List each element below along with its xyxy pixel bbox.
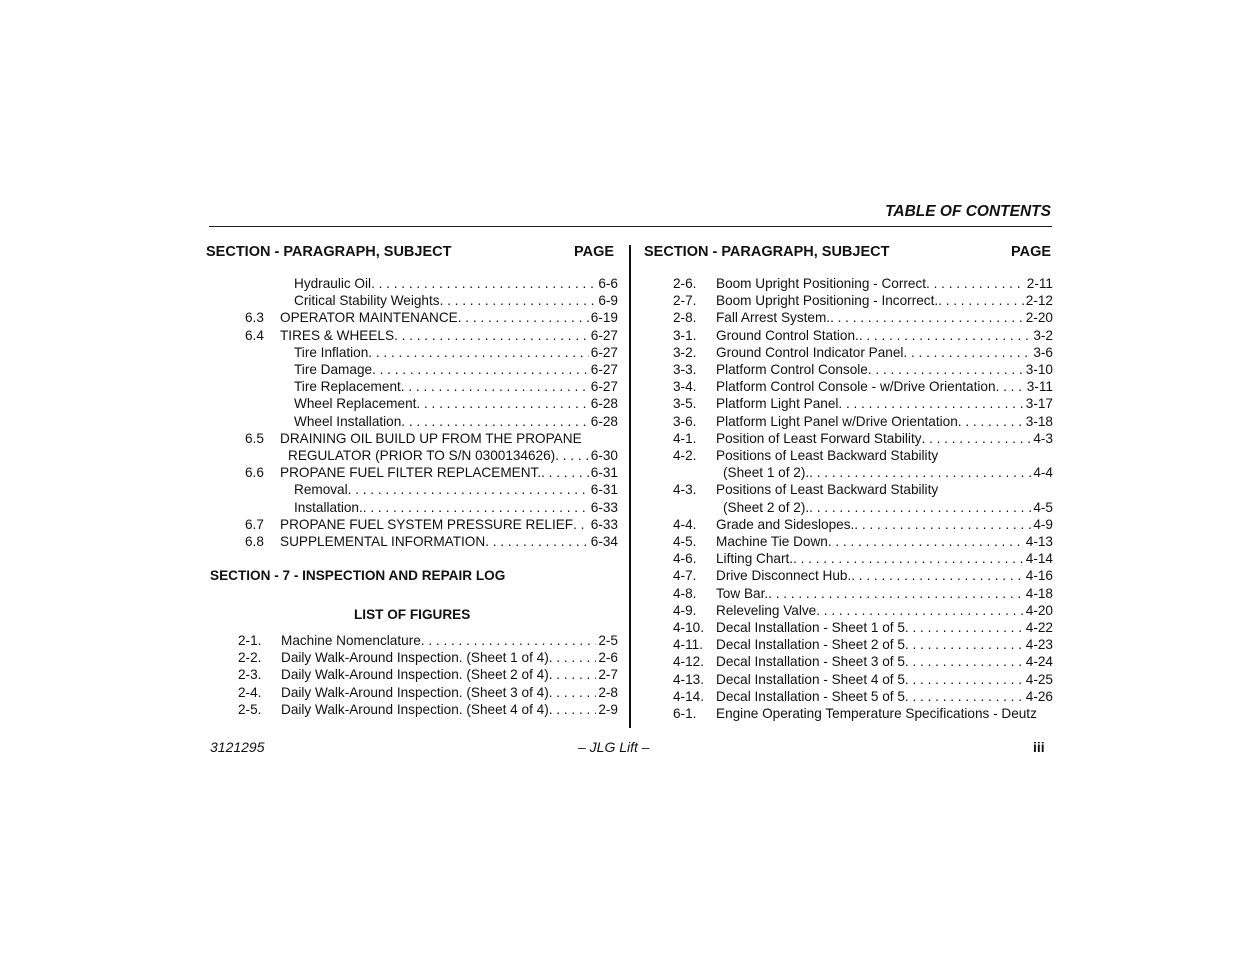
toc-row-title: Critical Stability Weights	[294, 293, 440, 309]
toc-row-title: Position of Least Forward Stability	[716, 430, 922, 446]
toc-row-number: 3-4.	[673, 379, 697, 395]
toc-row	[238, 633, 618, 650]
toc-row-number: 2-5.	[238, 701, 262, 717]
toc-row-number: 4-8.	[673, 585, 697, 601]
toc-row-leader-dots	[371, 276, 596, 291]
toc-row	[294, 293, 618, 310]
toc-row-title: Daily Walk-Around Inspection. (Sheet 4 of 4)	[281, 701, 549, 717]
toc-row-title: DRAINING OIL BUILD UP FROM THE PROPANE	[280, 430, 582, 446]
toc-row-page: 4-13	[1025, 534, 1053, 549]
toc-row-title: Decal Installation - Sheet 3 of 5	[716, 654, 905, 670]
toc-row-page: 3-2	[1033, 327, 1053, 343]
toc-row-leader-dots	[926, 276, 1025, 291]
toc-row-page: 4-22	[1025, 620, 1053, 635]
toc-row-number: 3-3.	[673, 362, 697, 377]
toc-row-title: Machine Nomenclature	[281, 633, 421, 648]
toc-row-number: 4-3.	[673, 482, 697, 498]
toc-row-page: 2-5	[598, 633, 618, 648]
toc-row-leader-dots	[809, 500, 1031, 515]
toc-row-page: 4-3	[1033, 430, 1053, 446]
toc-row-leader-dots	[905, 689, 1024, 704]
toc-row	[673, 706, 1053, 723]
toc-row-number: 4-14.	[673, 688, 704, 704]
toc-row-title: Platform Control Console	[716, 362, 868, 377]
toc-row-number: 4-4.	[673, 516, 697, 532]
toc-row-number: 4-5.	[673, 534, 697, 549]
toc-row-leader-dots	[905, 654, 1024, 669]
toc-row	[673, 328, 1053, 345]
section7-heading: SECTION - 7 - INSPECTION AND REPAIR LOG	[210, 568, 506, 583]
toc-row	[673, 379, 1053, 396]
toc-row-page: 6-27	[590, 362, 618, 377]
right-col-head-section: SECTION - PARAGRAPH, SUBJECT	[644, 244, 890, 260]
toc-row-title: Grade and Sideslopes.	[716, 516, 855, 532]
toc-row-number: 3-6.	[673, 413, 697, 429]
toc-row	[673, 551, 1053, 568]
toc-row-page: 6-28	[590, 396, 618, 412]
toc-row-leader-dots	[851, 568, 1024, 583]
page-header-title: TABLE OF CONTENTS	[885, 203, 1051, 220]
toc-row-leader-dots	[809, 465, 1031, 480]
toc-row-page: 4-25	[1025, 671, 1053, 687]
toc-row-leader-dots	[573, 517, 589, 532]
toc-row-page: 4-23	[1025, 637, 1053, 653]
toc-row-title: Daily Walk-Around Inspection. (Sheet 2 of 4)	[281, 667, 549, 683]
toc-row-page: 2-9	[598, 701, 618, 717]
toc-row-title: Drive Disconnect Hub.	[716, 568, 852, 584]
toc-row-leader-dots	[905, 620, 1024, 635]
toc-row-page: 2-20	[1025, 310, 1053, 326]
toc-row-page: 3-11	[1026, 379, 1053, 395]
toc-row-leader-dots	[905, 672, 1024, 687]
toc-row-number: 2-4.	[238, 684, 262, 700]
toc-row-title: Decal Installation - Sheet 1 of 5	[716, 620, 905, 635]
toc-row	[294, 276, 618, 293]
toc-row-title: Decal Installation - Sheet 2 of 5	[716, 637, 905, 653]
toc-row-leader-dots	[905, 637, 1024, 652]
toc-row-number: 2-1.	[238, 633, 262, 648]
toc-row-title: Installation.	[294, 499, 363, 515]
toc-row-title: Ground Control Indicator Panel	[716, 344, 904, 360]
toc-row-title: Fall Arrest System.	[716, 310, 831, 326]
toc-row	[294, 362, 618, 379]
toc-row	[673, 689, 1053, 706]
toc-row-page: 3-18	[1025, 413, 1053, 429]
toc-row-title: (Sheet 2 of 2).	[723, 499, 810, 515]
toc-row-page: 3-17	[1025, 396, 1053, 412]
toc-row	[673, 603, 1053, 620]
toc-row-leader-dots	[485, 534, 589, 549]
toc-row-page: 6-30	[590, 448, 618, 463]
toc-row	[294, 345, 618, 362]
toc-row-leader-dots	[549, 650, 597, 665]
toc-row-title: TIRES & WHEELS	[280, 327, 395, 343]
toc-row-number: 2-2.	[238, 650, 262, 666]
toc-row-number: 4-7.	[673, 568, 697, 584]
toc-row-page: 3-6	[1033, 344, 1053, 360]
toc-row	[673, 534, 1053, 551]
toc-row	[294, 482, 618, 499]
list-of-figures-heading: LIST OF FIGURES	[354, 607, 471, 622]
toc-row-leader-dots	[363, 500, 589, 515]
toc-row-leader-dots	[854, 517, 1031, 532]
toc-row	[673, 396, 1053, 413]
toc-row	[723, 500, 1053, 517]
toc-row	[673, 517, 1053, 534]
toc-row-leader-dots	[958, 414, 1024, 429]
toc-row-page: 2-12	[1025, 293, 1053, 309]
toc-row-title: OPERATOR MAINTENANCE	[280, 310, 458, 326]
toc-row-title: Positions of Least Backward Stability	[716, 448, 939, 463]
toc-row-title: Engine Operating Temperature Specifications - Deutz	[716, 706, 1037, 721]
toc-row	[245, 310, 618, 327]
toc-row-title: Decal Installation - Sheet 5 of 5	[716, 688, 905, 704]
toc-row-leader-dots	[922, 431, 1032, 446]
toc-row	[294, 414, 618, 431]
toc-row-leader-dots	[394, 328, 589, 343]
toc-row-page: 2-8	[598, 684, 618, 700]
toc-row	[673, 568, 1053, 585]
toc-row-title: Tow Bar.	[716, 585, 769, 601]
toc-row-leader-dots	[401, 414, 588, 429]
toc-row	[673, 431, 1053, 448]
toc-row-number: 2-8.	[673, 310, 697, 326]
toc-row-leader-dots	[549, 702, 597, 717]
toc-row-page: 6-31	[590, 482, 618, 498]
toc-row	[673, 620, 1053, 637]
toc-row-page: 6-9	[598, 293, 618, 309]
toc-row-page: 6-27	[590, 344, 618, 360]
toc-row-title: Positions of Least Backward Stability	[716, 482, 939, 498]
toc-row-title: Platform Light Panel	[716, 396, 839, 412]
footer-center: – JLG Lift –	[578, 739, 650, 755]
toc-row-page: 4-24	[1025, 654, 1053, 670]
footer-doc-number: 3121295	[210, 739, 265, 755]
toc-row-number: 6.8	[245, 534, 264, 549]
toc-row-leader-dots	[938, 293, 1024, 308]
toc-row-page: 4-4	[1033, 465, 1053, 481]
right-col-head-page: PAGE	[1011, 244, 1052, 260]
toc-row-leader-dots	[401, 379, 589, 394]
toc-row-number: 2-7.	[673, 293, 697, 309]
toc-row-title: Wheel Installation	[294, 413, 402, 429]
toc-row-title: PROPANE FUEL SYSTEM PRESSURE RELIEF	[280, 516, 574, 532]
toc-row-title: Platform Light Panel w/Drive Orientation	[716, 413, 958, 429]
toc-row-leader-dots	[816, 603, 1024, 618]
toc-row-leader-dots	[549, 667, 597, 682]
toc-row-leader-dots	[768, 586, 1024, 601]
toc-row-page: 4-14	[1025, 551, 1053, 567]
toc-row-page: 4-20	[1025, 602, 1053, 618]
toc-row-number: 2-6.	[673, 276, 697, 291]
toc-row-title: Boom Upright Positioning - Incorrect.	[716, 293, 939, 309]
toc-row-title: Removal	[294, 482, 348, 498]
toc-row	[294, 396, 618, 413]
toc-row-page: 2-7	[598, 667, 618, 683]
toc-row	[673, 276, 1053, 293]
toc-row-title: Decal Installation - Sheet 4 of 5	[716, 671, 905, 687]
toc-row-number: 3-5.	[673, 396, 697, 412]
toc-row	[723, 465, 1053, 482]
toc-row-page: 4-26	[1025, 688, 1053, 704]
toc-row-leader-dots	[372, 362, 589, 377]
toc-row-leader-dots	[421, 633, 597, 648]
toc-row-page: 6-27	[590, 327, 618, 343]
toc-row-title: Hydraulic Oil	[294, 276, 372, 291]
toc-row-page: 4-9	[1033, 516, 1053, 532]
toc-row	[238, 702, 618, 719]
toc-row-page: 2-6	[598, 650, 618, 666]
toc-row	[294, 500, 618, 517]
toc-row-title: Machine Tie Down	[716, 534, 828, 549]
toc-row-number: 4-2.	[673, 448, 697, 463]
toc-row-leader-dots	[416, 396, 588, 411]
toc-row	[673, 586, 1053, 603]
toc-row-page: 4-5	[1033, 499, 1053, 515]
toc-row-number: 6.5	[245, 430, 264, 446]
toc-row	[673, 414, 1053, 431]
toc-row-title: Tire Inflation	[294, 344, 369, 360]
toc-row-leader-dots	[458, 310, 589, 325]
toc-row-number: 4-9.	[673, 602, 697, 618]
toc-row	[294, 379, 618, 396]
toc-row	[673, 345, 1053, 362]
toc-row-title: (Sheet 1 of 2).	[723, 465, 810, 481]
toc-row-leader-dots	[996, 379, 1025, 394]
header-rule	[209, 226, 1052, 227]
toc-row-leader-dots	[555, 448, 589, 463]
toc-row-leader-dots	[830, 310, 1024, 325]
toc-row	[673, 482, 1053, 499]
toc-row-title: Lifting Chart.	[716, 551, 794, 567]
toc-row-leader-dots	[838, 396, 1023, 411]
toc-row	[288, 448, 618, 465]
toc-row-leader-dots	[903, 345, 1031, 360]
toc-row-number: 6.7	[245, 516, 264, 532]
toc-row-title: SUPPLEMENTAL INFORMATION	[280, 534, 486, 549]
toc-row-number: 4-11.	[673, 637, 703, 653]
toc-row	[245, 517, 618, 534]
toc-row-leader-dots	[859, 328, 1032, 343]
toc-row-title: Tire Damage	[294, 362, 373, 377]
toc-row-number: 3-1.	[673, 327, 697, 343]
toc-row-title: Platform Control Console - w/Drive Orientation	[716, 379, 996, 395]
toc-row-number: 4-12.	[673, 654, 704, 670]
footer-page-number: iii	[1033, 739, 1045, 755]
toc-row	[245, 534, 618, 551]
toc-row-page: 2-11	[1026, 276, 1053, 291]
toc-row-title: Releveling Valve	[716, 602, 817, 618]
toc-row-leader-dots	[549, 685, 597, 700]
toc-row	[673, 654, 1053, 671]
toc-row-title: Wheel Replacement	[294, 396, 417, 412]
toc-row-number: 4-6.	[673, 551, 697, 567]
toc-row	[238, 650, 618, 667]
toc-row-title: Daily Walk-Around Inspection. (Sheet 1 of 4)	[281, 650, 549, 666]
toc-row-page: 6-31	[590, 465, 618, 481]
toc-row-leader-dots	[368, 345, 588, 360]
toc-row-page: 6-28	[590, 413, 618, 429]
toc-row-title: Daily Walk-Around Inspection. (Sheet 3 of 4)	[281, 684, 549, 700]
toc-row	[673, 448, 1053, 465]
toc-row-number: 4-1.	[673, 430, 697, 446]
toc-row-title: PROPANE FUEL FILTER REPLACEMENT.	[280, 465, 542, 481]
toc-row-number: 4-13.	[673, 671, 704, 687]
toc-row	[673, 672, 1053, 689]
toc-row	[673, 293, 1053, 310]
toc-row-page: 4-16	[1025, 568, 1053, 584]
toc-row	[245, 465, 618, 482]
toc-row	[245, 431, 618, 448]
toc-row-number: 3-2.	[673, 344, 697, 360]
toc-row	[673, 310, 1053, 327]
toc-row-page: 6-19	[590, 310, 618, 326]
toc-row	[245, 328, 618, 345]
toc-row-page: 6-27	[590, 379, 618, 395]
toc-row-leader-dots	[440, 293, 597, 308]
toc-row-title: REGULATOR (PRIOR TO S/N 0300134626)	[288, 448, 556, 463]
toc-row-leader-dots	[828, 534, 1024, 549]
left-col-head-page: PAGE	[574, 244, 615, 260]
toc-row-title: Ground Control Station.	[716, 327, 859, 343]
toc-row	[238, 685, 618, 702]
toc-row	[673, 637, 1053, 654]
left-col-head-section: SECTION - PARAGRAPH, SUBJECT	[206, 244, 452, 260]
toc-row-leader-dots	[348, 482, 589, 497]
toc-row-leader-dots	[541, 465, 589, 480]
toc-row-leader-dots	[793, 551, 1024, 566]
toc-row-number: 6.4	[245, 327, 264, 343]
column-divider	[629, 245, 631, 728]
toc-row-page: 6-34	[590, 534, 618, 549]
toc-row-page: 3-10	[1025, 362, 1053, 377]
toc-row-number: 6.3	[245, 310, 264, 326]
toc-row	[673, 362, 1053, 379]
toc-row-page: 4-18	[1025, 585, 1053, 601]
toc-row-number: 2-3.	[238, 667, 262, 683]
toc-row-number: 6.6	[245, 465, 264, 481]
toc-row-title: Tire Replacement	[294, 379, 401, 395]
toc-row-leader-dots	[868, 362, 1024, 377]
toc-row	[238, 667, 618, 684]
toc-row-page: 6-6	[598, 276, 618, 291]
toc-row-title: Boom Upright Positioning - Correct	[716, 276, 927, 291]
toc-row-page: 6-33	[590, 516, 618, 532]
toc-row-number: 6-1.	[673, 706, 697, 721]
toc-row-page: 6-33	[590, 499, 618, 515]
toc-row-number: 4-10.	[673, 620, 704, 635]
